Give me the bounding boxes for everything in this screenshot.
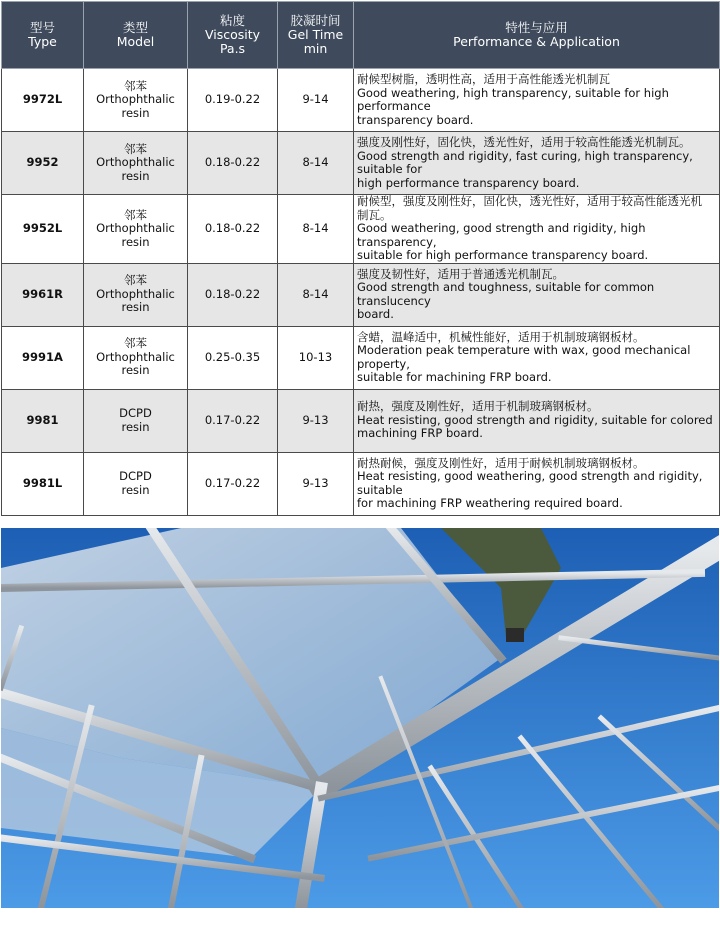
header-gel-time: 胶凝时间 Gel Time min (278, 2, 354, 69)
cell-model: 邻苯 Orthophthalic resin (84, 132, 188, 195)
header-type: 型号 Type (2, 2, 84, 69)
cell-type: 9981 (2, 389, 84, 452)
cell-model: 邻苯 Orthophthalic resin (84, 195, 188, 264)
table-row (2, 389, 720, 452)
table-row (2, 69, 720, 132)
cell-viscosity: 0.19-0.22 (188, 69, 278, 132)
cell-type: 9991A (2, 326, 84, 389)
cell-viscosity: 0.18-0.22 (188, 263, 278, 326)
cell-application: 耐候型树脂，透明性高，适用于高性能透光机制瓦 Good weathering, high transparency, suitable for high performance transparency board. (354, 69, 720, 132)
cell-gel-time: 9-13 (278, 389, 354, 452)
cell-gel-time: 8-14 (278, 195, 354, 264)
cell-viscosity: 0.25-0.35 (188, 326, 278, 389)
cell-type: 9952L (2, 195, 84, 264)
cell-viscosity: 0.17-0.22 (188, 389, 278, 452)
table-row (2, 452, 720, 515)
header-model: 类型 Model (84, 2, 188, 69)
cell-gel-time: 8-14 (278, 263, 354, 326)
cell-application: 强度及刚性好，固化快，透光性好，适用于较高性能透光机制瓦。 Good strength and rigidity, fast curing, high transparency, suitable for high performance transparency board. (354, 132, 720, 195)
cell-type: 9981L (2, 452, 84, 515)
cell-viscosity: 0.17-0.22 (188, 452, 278, 515)
header-viscosity: 粘度 Viscosity Pa.s (188, 2, 278, 69)
cell-type: 9952 (2, 132, 84, 195)
cell-model: 邻苯 Orthophthalic resin (84, 326, 188, 389)
cell-type: 9972L (2, 69, 84, 132)
cell-viscosity: 0.18-0.22 (188, 195, 278, 264)
header-performance: 特性与应用 Performance & Application (354, 2, 720, 69)
table-row (2, 263, 720, 326)
cell-model: DCPD resin (84, 389, 188, 452)
cell-application: 强度及韧性好，适用于普通透光机制瓦。 Good strength and toughness, suitable for common translucency board. (354, 263, 720, 326)
cell-gel-time: 8-14 (278, 132, 354, 195)
table-row (2, 195, 720, 264)
table-header-row (2, 2, 720, 69)
cell-viscosity: 0.18-0.22 (188, 132, 278, 195)
cell-application: 耐热耐候，强度及刚性好，适用于耐候机制玻璃钢板材。 Heat resisting, good weathering, good strength and rigidity, suitable for machining FRP weathering required board. (354, 452, 720, 515)
resin-spec-table (1, 1, 720, 516)
table-row (2, 326, 720, 389)
cell-gel-time: 10-13 (278, 326, 354, 389)
cell-application: 含蜡，温峰适中，机械性能好，适用于机制玻璃钢板材。 Moderation peak temperature with wax, good mechanical property, suitable for machining FRP board. (354, 326, 720, 389)
cell-application: 耐候型，强度及刚性好，固化快，透光性好，适用于较高性能透光机 制瓦。 Good weathering, good strength and rigidity, high transparency, suitable for high performance transparency board. (354, 195, 720, 264)
cell-model: 邻苯 Orthophthalic resin (84, 69, 188, 132)
cell-type: 9961R (2, 263, 84, 326)
cell-model: DCPD resin (84, 452, 188, 515)
cell-gel-time: 9-14 (278, 69, 354, 132)
greenhouse-roof-photo (1, 528, 719, 908)
cell-gel-time: 9-13 (278, 452, 354, 515)
greenhouse-illustration (1, 528, 719, 908)
table-row (2, 132, 720, 195)
cell-model: 邻苯 Orthophthalic resin (84, 263, 188, 326)
cell-application: 耐热，强度及刚性好，适用于机制玻璃钢板材。 Heat resisting, good strength and rigidity, suitable for colored machining FRP board. (354, 389, 720, 452)
